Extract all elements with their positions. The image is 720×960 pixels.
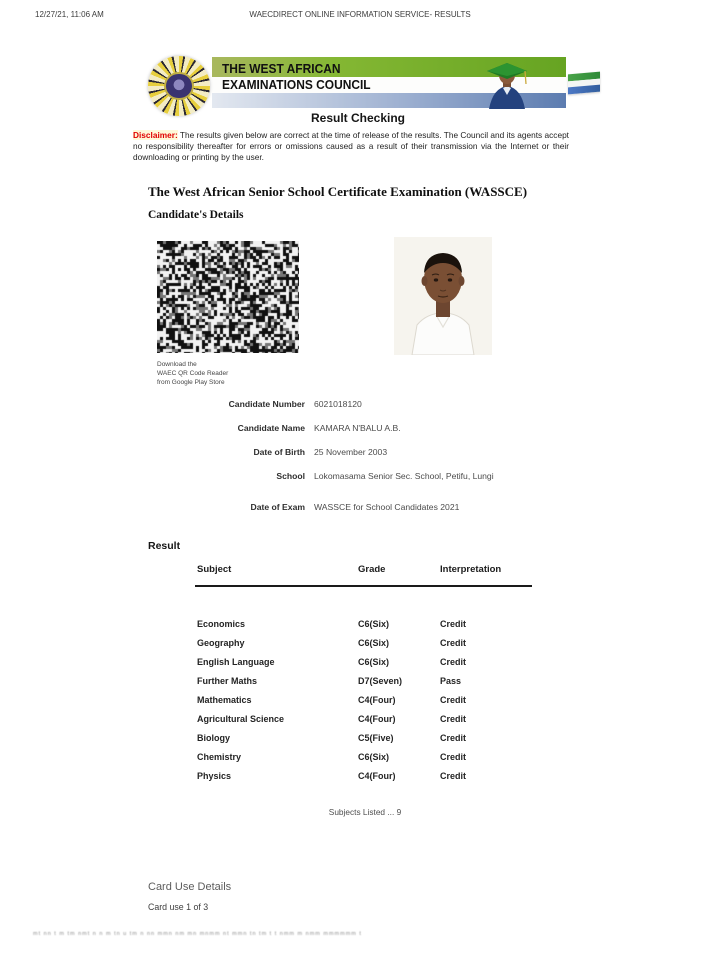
org-name-line2: EXAMINATIONS COUNCIL [222,77,371,92]
page-subtitle: Result Checking [310,111,406,125]
table-row [195,657,535,669]
cell-interpretation: Credit [440,771,467,781]
footer-illegible-text: mt nn t m tm nmt n n m tn u tm n nn mmn nm mn mnmm nt mmn tn tm t t nmm m nmm mmmmmm t [33,931,362,937]
field-label: Candidate Number [228,399,305,409]
cell-grade: C6(Six) [358,752,390,762]
card-use-status: Card use 1 of 3 [148,902,209,912]
field-candidate-number [150,399,550,411]
cell-interpretation: Credit [440,695,467,705]
disclaimer-paragraph [133,130,569,163]
field-label: Date of Birth [253,447,305,457]
qr-code [157,241,299,353]
cell-interpretation: Credit [440,638,467,648]
field-label: School [276,471,305,481]
banner-bands [212,57,566,108]
cell-grade: C6(Six) [358,657,390,667]
cell-grade: C6(Six) [358,638,390,648]
field-value: Lokomasama Senior Sec. School, Petifu, Lungi [314,471,494,481]
org-name-line1: THE WEST AFRICAN [222,61,341,76]
cell-interpretation: Pass [440,676,462,686]
cell-grade: C6(Six) [358,619,390,629]
cell-subject: Further Maths [197,676,258,686]
waec-banner [150,56,566,108]
cell-subject: Physics [197,771,232,781]
field-date-of-birth [150,447,550,459]
cell-grade: C4(Four) [358,771,396,781]
qr-caption-line: Download the [157,361,197,368]
cell-interpretation: Credit [440,714,467,724]
waec-logo [148,56,210,116]
field-candidate-name [150,423,550,435]
field-label: Date of Exam [250,502,305,512]
candidate-details-heading: Candidate's Details [148,209,244,221]
table-row [195,733,535,745]
field-school [150,471,550,483]
col-grade: Grade [358,564,386,575]
col-interpretation: Interpretation [440,564,502,575]
card-use-title: Card Use Details [148,881,232,893]
qr-caption-line: WAEC QR Code Reader [157,370,229,377]
cell-subject: Mathematics [197,695,252,705]
cell-subject: Agricultural Science [197,714,285,724]
cell-subject: English Language [197,657,275,667]
exam-title-heading: The West African Senior School Certificate Examination (WASSCE) [148,184,528,199]
table-row [195,771,535,783]
cell-subject: Chemistry [197,752,242,762]
graduate-figure-icon [478,59,536,109]
disclaimer-text: The results given below are correct at the time of release of the results. The Council and its agents accept no responsibility thereafter for errors or omissions caused as a result of their transmission via the Internet or their downloading or printing by the user. [133,130,569,162]
table-row [195,676,535,688]
field-value: 25 November 2003 [314,447,388,457]
result-heading: Result [148,540,181,552]
table-row [195,619,535,631]
cell-interpretation: Credit [440,657,467,667]
qr-caption [157,360,228,387]
field-value: KAMARA N'BALU A.B. [314,423,401,433]
table-header-rule [195,585,532,587]
cell-interpretation: Credit [440,752,467,762]
qr-caption-line: from Google Play Store [157,379,225,386]
cell-grade: C5(Five) [358,733,394,743]
cell-grade: C4(Four) [358,695,396,705]
cell-grade: C4(Four) [358,714,396,724]
field-date-of-exam [150,502,550,514]
cell-subject: Biology [197,733,230,743]
candidate-photo [394,237,492,355]
field-label: Candidate Name [237,423,305,433]
table-row [195,752,535,764]
field-value: WASSCE for School Candidates 2021 [314,502,460,512]
cell-subject: Geography [197,638,245,648]
col-subject: Subject [197,564,232,575]
disclaimer-label: Disclaimer: [133,130,178,140]
field-value: 6021018120 [314,399,362,409]
table-row [195,714,535,726]
table-row [195,695,535,707]
subjects-listed-summary: Subjects Listed ... 9 [328,807,402,817]
sierra-leone-flag-icon [568,72,600,95]
print-title: WAECDIRECT ONLINE INFORMATION SERVICE- RESULTS [249,10,471,19]
print-datetime: 12/27/21, 11:06 AM [35,10,104,19]
table-row [195,638,535,650]
cell-interpretation: Credit [440,619,467,629]
cell-grade: D7(Seven) [358,676,403,686]
cell-interpretation: Credit [440,733,467,743]
cell-subject: Economics [197,619,246,629]
